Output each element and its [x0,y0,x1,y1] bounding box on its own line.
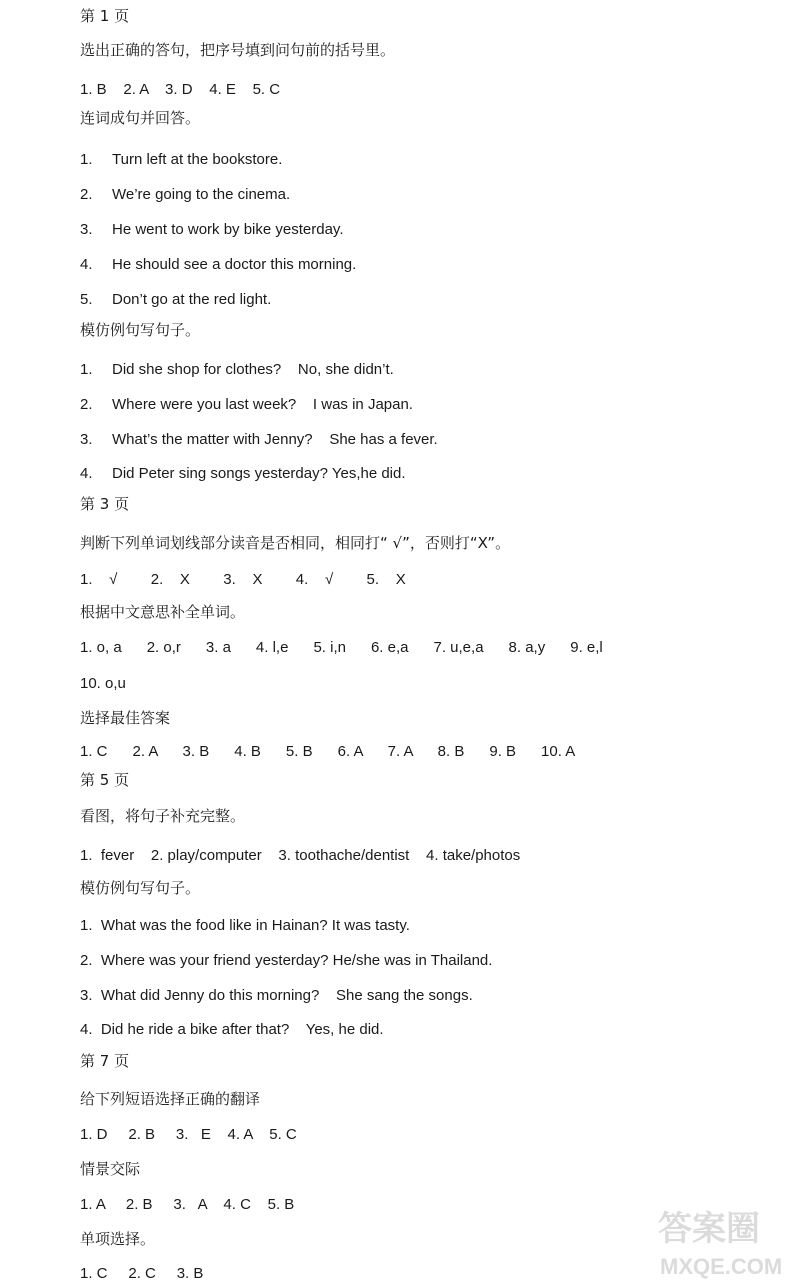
line-text: 1. fever 2. play/computer 3. toothache/dentist 4. take/photos [80,847,521,864]
item-number: 5. [80,291,93,308]
item-number: 1. [80,361,93,378]
line-text: 选择最佳答案 [80,709,171,727]
line-text: 第 7 页 [80,1052,130,1070]
text-line [80,986,473,1006]
line-text: What’s the matter with Jenny? She has a fever. [112,431,438,448]
line-text: 选出正确的答句，把序号填到问句前的括号里。 [80,41,396,59]
line-text: Turn left at the bookstore. [112,151,283,168]
text-line [80,320,200,341]
line-text: 10. o,u [80,675,126,692]
item-number: 4. [80,256,93,273]
line-text: 3. What did Jenny do this morning? She sang the songs. [80,987,473,1004]
line-text: He went to work by bike yesterday. [112,221,344,238]
text-line [80,846,520,866]
text-line [80,742,575,762]
text-line [80,1125,297,1145]
item-number: 3. [80,431,93,448]
line-text: 判断下列单词划线部分读音是否相同，相同打“ √”，否则打“X”。 [80,534,511,552]
text-line [80,40,395,61]
item-number: 3. [80,221,93,238]
line-text: 模仿例句写句子。 [80,879,201,897]
line-text: 单项选择。 [80,1230,156,1248]
text-line [80,1159,140,1180]
text-line [80,570,406,590]
text-line [80,464,406,484]
text-line [80,674,126,694]
line-text: 4. Did he ride a bike after that? Yes, he did. [80,1021,384,1038]
text-line [80,494,129,515]
line-text: Did Peter sing songs yesterday? Yes,he did. [112,465,406,482]
text-line [80,360,394,380]
line-text: 模仿例句写句子。 [80,321,201,339]
line-text: 2. Where was your friend yesterday? He/she was in Thailand. [80,952,493,969]
text-line [80,1020,384,1040]
item-number: 2. [80,186,93,203]
line-text: 连词成句并回答。 [80,109,201,127]
line-text: We’re going to the cinema. [112,186,291,203]
text-line [80,1264,203,1284]
line-text: 1. D 2. B 3. E 4. A 5. C [80,1126,297,1143]
text-line [80,1089,260,1110]
text-line [80,220,344,240]
text-line [80,150,282,170]
line-text: 1. B 2. A 3. D 4. E 5. C [80,81,281,98]
line-text: 第 1 页 [80,7,130,25]
text-line [80,1229,155,1250]
line-text: Don’t go at the red light. [112,291,272,308]
item-number: 2. [80,396,93,413]
text-line [80,290,271,310]
text-line [80,951,492,971]
text-line [80,6,129,27]
text-line [80,395,413,415]
text-line [80,602,245,623]
line-text: 情景交际 [80,1160,141,1178]
line-text: He should see a doctor this morning. [112,256,357,273]
line-text: Did she shop for clothes? No, she didn’t. [112,361,394,378]
text-line [80,806,245,827]
line-text: 第 5 页 [80,771,130,789]
text-line [80,1051,129,1072]
line-text: 第 3 页 [80,495,130,513]
watermark-name: 答案圈 [658,1209,760,1249]
item-number: 1. [80,151,93,168]
watermark-url: MXQE.COM [660,1254,783,1279]
line-text: 1. A 2. B 3. A 4. C 5. B [80,1196,295,1213]
line-text: 1. C 2. C 3. B [80,1265,204,1282]
line-text: 1. √ 2. X 3. X 4. √ 5. X [80,571,406,588]
item-number: 4. [80,465,93,482]
line-text: 根据中文意思补全单词。 [80,603,246,621]
text-line [80,185,290,205]
line-text: 看图，将句子补充完整。 [80,807,246,825]
text-line [80,255,356,275]
text-line [80,638,603,658]
watermark-logo [652,1196,802,1282]
line-text: Where were you last week? I was in Japan. [112,396,413,413]
line-text: 1. What was the food like in Hainan? It was tasty. [80,917,410,934]
text-line [80,916,410,936]
text-line [80,878,200,899]
line-text: 1. C 2. A 3. B 4. B 5. B 6. A 7. A 8. B 9. B 10. A [80,743,576,760]
text-line [80,770,129,791]
line-text: 1. o, a 2. o,r 3. a 4. l,e 5. i,n 6. e,a 7. u,e,a 8. a,y 9. e,l [80,639,603,656]
text-line [80,80,280,100]
text-line [80,708,170,729]
line-text: 给下列短语选择正确的翻译 [80,1090,261,1108]
text-line [80,108,200,129]
text-line [80,1195,294,1215]
text-line [80,430,438,450]
text-line [80,533,510,554]
